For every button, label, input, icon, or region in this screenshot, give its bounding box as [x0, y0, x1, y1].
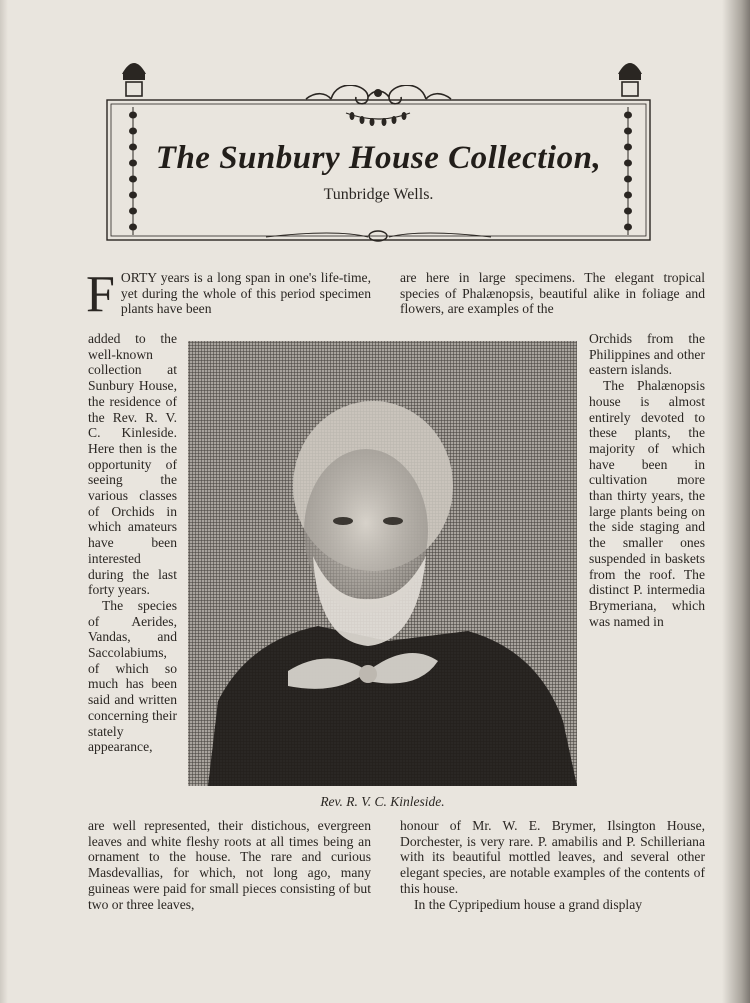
paragraph-phalaenopsis: are here in large specimens. The elegant tropical species of Phalænopsis, beautiful alike in foliage and flowers, are examples of the: [400, 270, 705, 317]
photo-caption: Rev. R. V. C. Kinleside.: [320, 794, 445, 809]
page-subtitle: Tunbridge Wells.: [323, 186, 434, 203]
paragraph-brymer: honour of Mr. W. E. Brymer, Ilsington House, Dorchester, is very rare. P. amabilis and P. Schilleriana with its beautiful mottled leaves, and several other elegant species, are notable examples of the contents of this house.: [400, 818, 705, 896]
page-title: The Sunbury House Collection,: [155, 140, 602, 176]
page-edge-left: [0, 0, 8, 1003]
portrait-figure: [188, 341, 577, 786]
paragraph-opening: ORTY years is a long span in one's life-time, yet during the whole of this period specimen plants have been: [120, 270, 371, 317]
paragraph-masdevallias: are well represented, their distichous, evergreen leaves and white fleshy roots at all times being an ornament to the house. The rare and curious Masdevallias, for which, not long ago, many guineas were paid for small pieces consisting of but two or three leaves,: [88, 818, 371, 912]
paragraph-house: The Phalænopsis house is almost entirely devoted to these plants, the majority of which have been in cultivation more than thirty years, the large plants being on the side staging and the smaller ones suspended in baskets from the roof. The distinct P. intermedia Brymeriana, which was named in: [589, 378, 705, 629]
paragraph-cypripedium: In the Cypripedium house a grand display: [414, 896, 643, 912]
portrait-photo: [188, 341, 577, 786]
column-left-top: [86, 266, 371, 323]
column-left-bottom: [88, 818, 371, 912]
column-left-narrow: [88, 331, 177, 755]
column-right-top: [400, 270, 705, 317]
column-right-narrow: [589, 331, 705, 629]
header-frame: [106, 85, 651, 242]
paragraph-species: The species of Aerides, Vandas, and Saccolabiums, of which so much has been said and written concerning their stately appearance,: [88, 597, 177, 755]
drop-cap: F: [86, 266, 115, 323]
page-edge-right: [722, 0, 750, 1003]
column-right-bottom: [400, 818, 705, 912]
paragraph-islands: Orchids from the Philippines and other eastern islands.: [589, 331, 705, 378]
left-urn-ornament: [114, 56, 154, 100]
paragraph-collection: added to the well-known collection at Sunbury House, the residence of the Rev. R. V. C. Kinleside. Here then is the opportunity of seeing the various classes of Orchids in which amateurs have been interested during the last forty years.: [88, 331, 177, 598]
right-urn-ornament: [610, 56, 650, 100]
